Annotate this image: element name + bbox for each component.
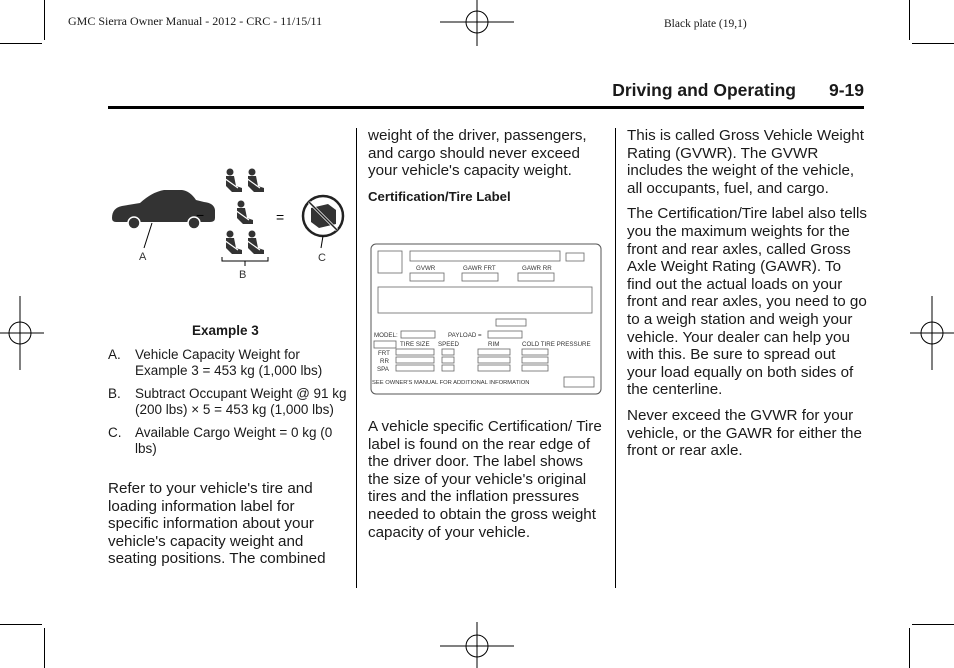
equals-sign: = <box>276 209 285 225</box>
column-3-text <box>627 127 867 468</box>
list-item <box>108 347 348 379</box>
label-rim: RIM <box>488 341 500 348</box>
crop-mark <box>0 624 42 625</box>
paragraph: This is called Gross Vehicle Weight Rating (GVWR). The GVWR includes the weight of the vehicle, all occupants, fuel, and cargo. <box>627 127 864 197</box>
column-rule <box>356 128 357 588</box>
registration-mark-bottom <box>440 622 514 668</box>
column-1-text <box>108 480 348 576</box>
manual-meta: GMC Sierra Owner Manual - 2012 - CRC - 11/15/11 <box>68 14 323 28</box>
label-gawr-rr: GAWR RR <box>522 265 552 272</box>
figure-caption: Example 3 <box>192 323 259 338</box>
label-spa: SPA <box>377 366 389 373</box>
occupant-icons <box>224 169 264 255</box>
label-frt: FRT <box>378 350 390 357</box>
label-b: B <box>239 269 247 280</box>
section-title: Driving and Operating <box>612 80 796 100</box>
label-see-owners-manual: SEE OWNER'S MANUAL FOR ADDITIONAL INFORMATION <box>372 380 530 386</box>
list-item-label: A. <box>108 347 121 362</box>
list-item <box>108 386 348 418</box>
minus-sign: − <box>196 207 205 223</box>
occupant-icon <box>246 231 264 255</box>
no-cargo-icon <box>303 196 343 236</box>
capacity-figure <box>108 160 353 280</box>
crop-mark <box>909 628 910 668</box>
label-tire-size: TIRE SIZE <box>400 341 430 348</box>
occupant-bracket <box>222 257 268 266</box>
list-item-text: Available Cargo Weight = 0 kg (0 lbs) <box>135 425 333 456</box>
plate-info: Black plate (19,1) <box>664 18 747 30</box>
label-a: A <box>139 251 147 263</box>
list-item-text: Vehicle Capacity Weight for Example 3 = 453 kg (1,000 lbs) <box>135 347 323 378</box>
pointer-c <box>321 236 323 248</box>
paragraph: A vehicle specific Certification/ Tire label is found on the rear edge of the driver door. The label shows the size of your vehicle's original tires and the inflation pressures needed to obtain the gross weight capacity of your vehicle. <box>368 418 602 541</box>
label-gvwr: GVWR <box>416 265 436 272</box>
column-rule <box>615 128 616 588</box>
crop-mark <box>44 628 45 668</box>
pointer-a <box>144 223 152 248</box>
subheading-certification-label: Certification/Tire Label <box>368 189 511 204</box>
crop-mark <box>0 43 42 44</box>
example-list <box>108 347 348 464</box>
registration-mark-top <box>440 0 514 46</box>
column-2-text-top <box>368 127 608 188</box>
paragraph: Never exceed the GVWR for your vehicle, or the GAWR for either the front or rear axle. <box>627 406 862 460</box>
crop-mark <box>912 43 954 44</box>
crop-mark <box>912 624 954 625</box>
list-item <box>108 425 348 457</box>
list-item-text: Subtract Occupant Weight @ 91 kg (200 lbs) × 5 = 453 kg (1,000 lbs) <box>135 386 347 417</box>
paragraph: Refer to your vehicle's tire and loading information label for specific information about your vehicle's capacity weight and seating positions. The combined <box>108 480 326 568</box>
occupant-icon <box>246 169 264 193</box>
occupant-icon <box>224 231 242 255</box>
occupant-icon <box>235 201 253 225</box>
list-item-label: B. <box>108 386 121 401</box>
registration-mark-right <box>910 296 954 370</box>
paragraph: The Certification/Tire label also tells you the maximum weights for the front and rear axles, called Gross Axle Weight Rating (GAWR). To find out the actual loads on your front and rear axles, you need to go to a weigh station and weigh your vehicle. Your dealer can help you with this. Be sure to spread out your load equally on both sides of the centerline. <box>627 205 868 399</box>
paragraph: weight of the driver, passengers, and cargo should never exceed your vehicle's capacity weight. <box>368 127 587 180</box>
label-gawr-frt: GAWR FRT <box>463 265 496 272</box>
page-number: 9-19 <box>828 80 864 100</box>
label-speed: SPEED <box>438 341 459 348</box>
label-payload: PAYLOAD = <box>448 332 482 339</box>
crop-mark <box>909 0 910 40</box>
certification-tire-label-figure <box>370 243 602 395</box>
label-c: C <box>318 252 326 264</box>
label-rr: RR <box>380 358 389 365</box>
registration-mark-left <box>0 296 44 370</box>
column-2-text-bottom <box>368 418 608 549</box>
section-header <box>108 80 864 109</box>
occupant-icon <box>224 169 242 193</box>
label-cold-tire-pressure: COLD TIRE PRESSURE <box>522 341 591 348</box>
crop-mark <box>44 0 45 40</box>
list-item-label: C. <box>108 425 122 440</box>
label-model: MODEL: <box>374 332 398 339</box>
